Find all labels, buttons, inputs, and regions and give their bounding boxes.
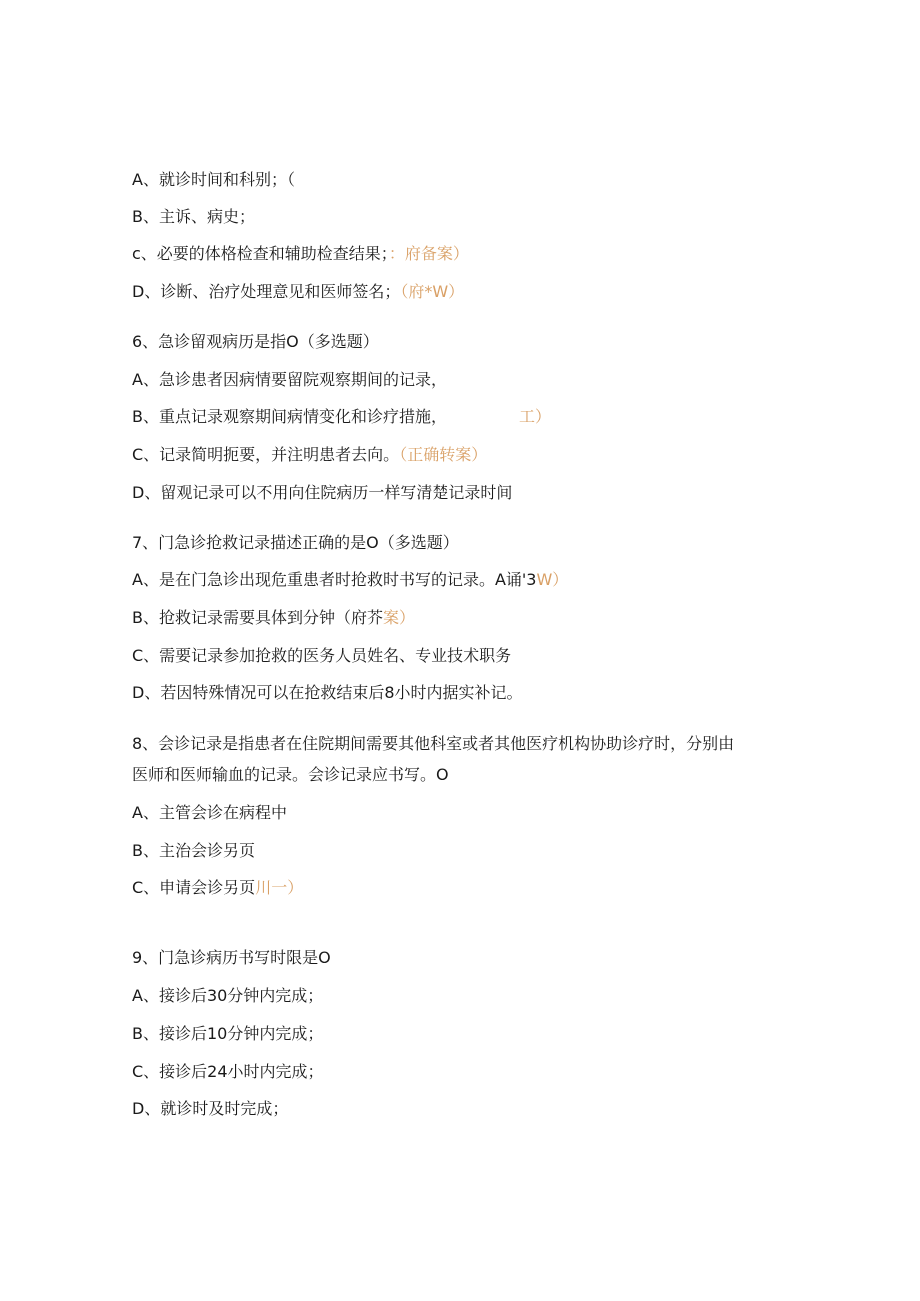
q7-option-c [132, 646, 511, 666]
q5-option-c [132, 244, 469, 264]
q8-option-b-text: B、主治会诊另页 [132, 841, 255, 860]
q9-option-a-text: A、接诊后30分钟内完成； [132, 986, 324, 1005]
q8-stem-text-2: 医师和医师输血的记录。会诊记录应书写。O [132, 765, 449, 784]
q5-option-c-text: c、必要的体格检查和辅助检查结果； [132, 244, 389, 263]
q9-option-b [132, 1024, 323, 1044]
q7-option-a-text: A、是在门急诊出现危重患者时抢救时书写的记录。A诵'3 [132, 570, 537, 589]
q7-option-d [132, 683, 523, 703]
q8-option-a [132, 803, 287, 823]
q9-option-c [132, 1062, 324, 1082]
q5-option-a-text: A、就诊时间和科别；（ [132, 170, 295, 189]
q6-option-a-text: A、急诊患者因病情要留院观察期间的记录， [132, 370, 447, 389]
q9-option-d-text: D、就诊时及时完成； [132, 1099, 289, 1118]
q7-option-b-text: B、抢救记录需要具体到分钟（府芥 [132, 608, 383, 627]
q6-option-a [132, 370, 447, 390]
q9-option-b-text: B、接诊后10分钟内完成； [132, 1024, 324, 1043]
q8-option-a-text: A、主管会诊在病程中 [132, 803, 287, 822]
q8-option-c-answer: 川一） [255, 878, 304, 897]
q7-option-a-answer: W） [536, 570, 569, 589]
q8-option-c [132, 878, 303, 898]
q7-option-c-text: C、需要记录参加抢救的医务人员姓名、专业技术职务 [132, 646, 512, 665]
q6-option-b [132, 407, 551, 427]
q8-stem-line-1 [132, 734, 734, 754]
q7-stem [132, 533, 459, 553]
q9-option-c-text: C、接诊后24小时内完成； [132, 1062, 324, 1081]
q5-option-c-answer: ：府备案） [388, 244, 469, 263]
q6-option-b-answer: 工） [518, 407, 551, 426]
q7-option-b-answer: 案） [382, 608, 415, 627]
q5-option-d-answer: （府*W） [400, 282, 465, 301]
q8-option-b [132, 841, 255, 861]
q6-option-b-text: B、重点记录观察期间病情变化和诊疗措施， [132, 407, 447, 426]
q9-stem-text: 9、门急诊病历书写时限是O [132, 948, 331, 967]
q5-option-b [132, 207, 255, 227]
q6-stem-text: 6、急诊留观病历是指O（多选题） [132, 332, 379, 351]
q6-option-c [132, 445, 487, 465]
q6-stem [132, 332, 379, 352]
q5-option-b-text: B、主诉、病史； [132, 207, 255, 226]
q8-stem-line-2 [132, 765, 449, 785]
q5-option-d-text: D、诊断、治疗处理意见和医师签名； [132, 282, 401, 301]
q6-option-c-answer: （正确转案） [399, 445, 488, 464]
q7-stem-text: 7、门急诊抢救记录描述正确的是O（多选题） [132, 533, 459, 552]
q5-option-a [132, 170, 295, 190]
q5-option-d [132, 282, 464, 302]
q6-option-d-text: D、留观记录可以不用向住院病历一样写清楚记录时间 [132, 483, 513, 502]
q6-option-c-text: C、记录简明扼要，并注明患者去向。 [132, 445, 400, 464]
q9-option-d [132, 1099, 288, 1119]
q6-option-d [132, 483, 512, 503]
q7-option-d-text: D、若因特殊情况可以在抢救结束后8小时内据实补记。 [132, 683, 523, 702]
q8-stem-text-1: 8、会诊记录是指患者在住院期间需要其他科室或者其他医疗机构协助诊疗时，分别由 [132, 734, 735, 753]
q7-option-b [132, 608, 415, 628]
q8-option-c-text: C、申请会诊另页 [132, 878, 256, 897]
q7-option-a [132, 570, 568, 590]
q9-stem [132, 948, 331, 968]
q9-option-a [132, 986, 323, 1006]
